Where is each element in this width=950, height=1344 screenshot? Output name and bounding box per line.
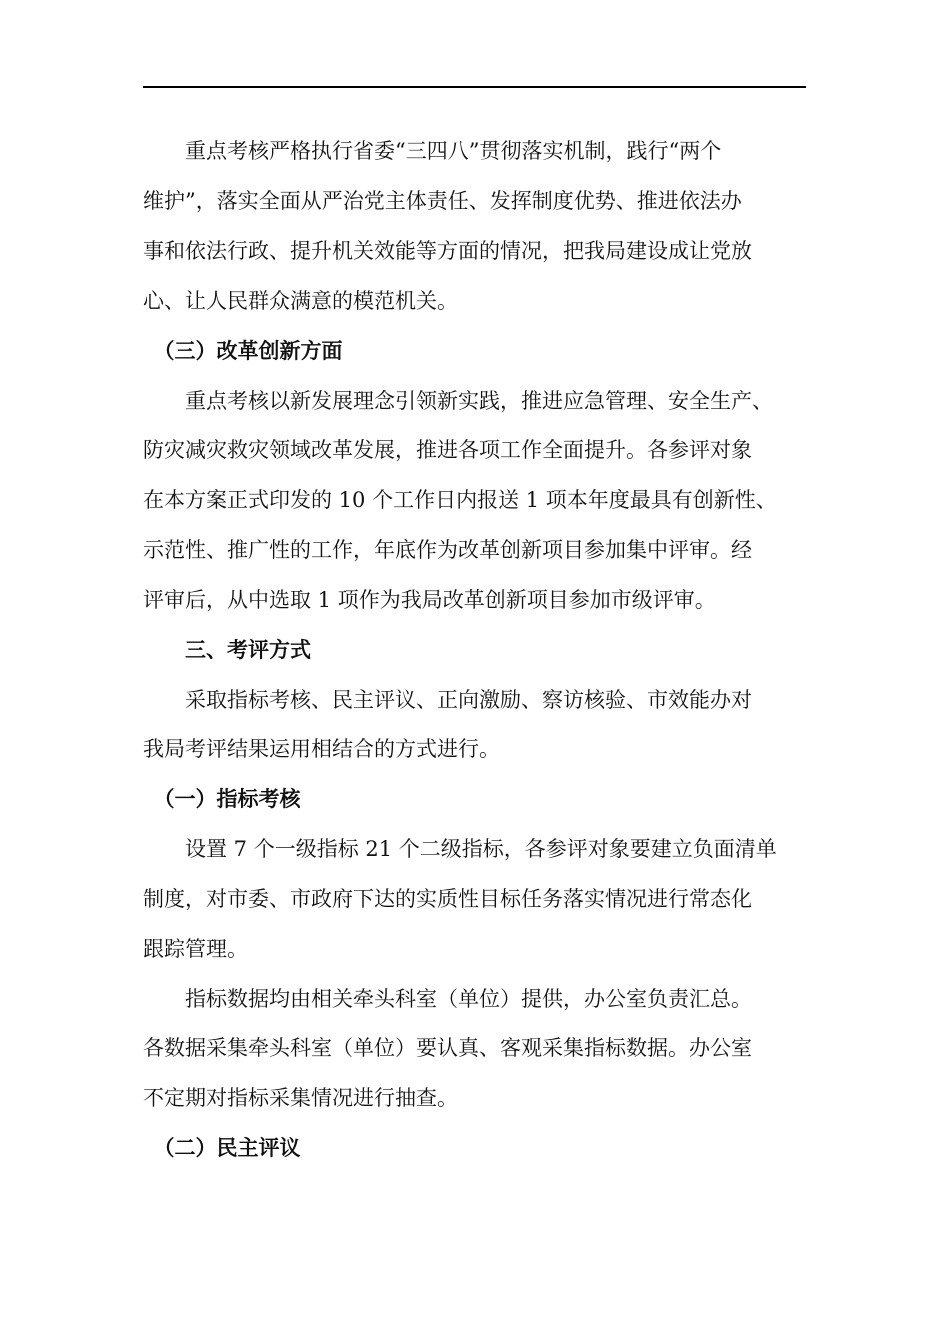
body-text-line: 不定期对指标采集情况进行抽查。 <box>143 1086 458 1110</box>
section-heading: 三、考评方式 <box>143 638 311 662</box>
body-text-line: 防灾减灾救灾领域改革发展，推进各项工作全面提升。各参评对象 <box>143 438 752 462</box>
body-text-line: 制度，对市委、市政府下达的实质性目标任务落实情况进行常态化 <box>143 887 752 911</box>
section-heading: （三）改革创新方面 <box>143 339 343 363</box>
body-text-line: 评审后，从中选取 1 项作为我局改革创新项目参加市级评审。 <box>143 588 716 612</box>
body-text-line: 设置 7 个一级指标 21 个二级指标，各参评对象要建立负面清单 <box>143 837 777 861</box>
header-rule <box>143 86 806 88</box>
body-text-line: 事和依法行政、提升机关效能等方面的情况，把我局建设成让党放 <box>143 239 752 263</box>
body-text-line: 心、让人民群众满意的模范机关。 <box>143 289 458 313</box>
body-text-line: 维护”，落实全面从严治党主体责任、发挥制度优势、推进依法办 <box>143 189 742 213</box>
body-text-line: 在本方案正式印发的 10 个工作日内报送 1 项本年度最具有创新性、 <box>143 488 777 512</box>
section-heading: （二）民主评议 <box>143 1136 301 1160</box>
body-text-line: 跟踪管理。 <box>143 937 248 961</box>
body-text-line: 示范性、推广性的工作，年底作为改革创新项目参加集中评审。经 <box>143 538 752 562</box>
body-text-line: 指标数据均由相关牵头科室（单位）提供，办公室负责汇总。 <box>143 987 752 1011</box>
body-text-line: 我局考评结果运用相结合的方式进行。 <box>143 737 500 761</box>
body-text-line: 采取指标考核、民主评议、正向激励、察访核验、市效能办对 <box>143 688 752 712</box>
body-text-line: 重点考核严格执行省委“三四八”贯彻落实机制，践行“两个 <box>143 139 722 163</box>
section-heading: （一）指标考核 <box>143 787 301 811</box>
body-text-line: 重点考核以新发展理念引领新实践，推进应急管理、安全生产、 <box>143 389 773 413</box>
body-text-line: 各数据采集牵头科室（单位）要认真、客观采集指标数据。办公室 <box>143 1036 752 1060</box>
